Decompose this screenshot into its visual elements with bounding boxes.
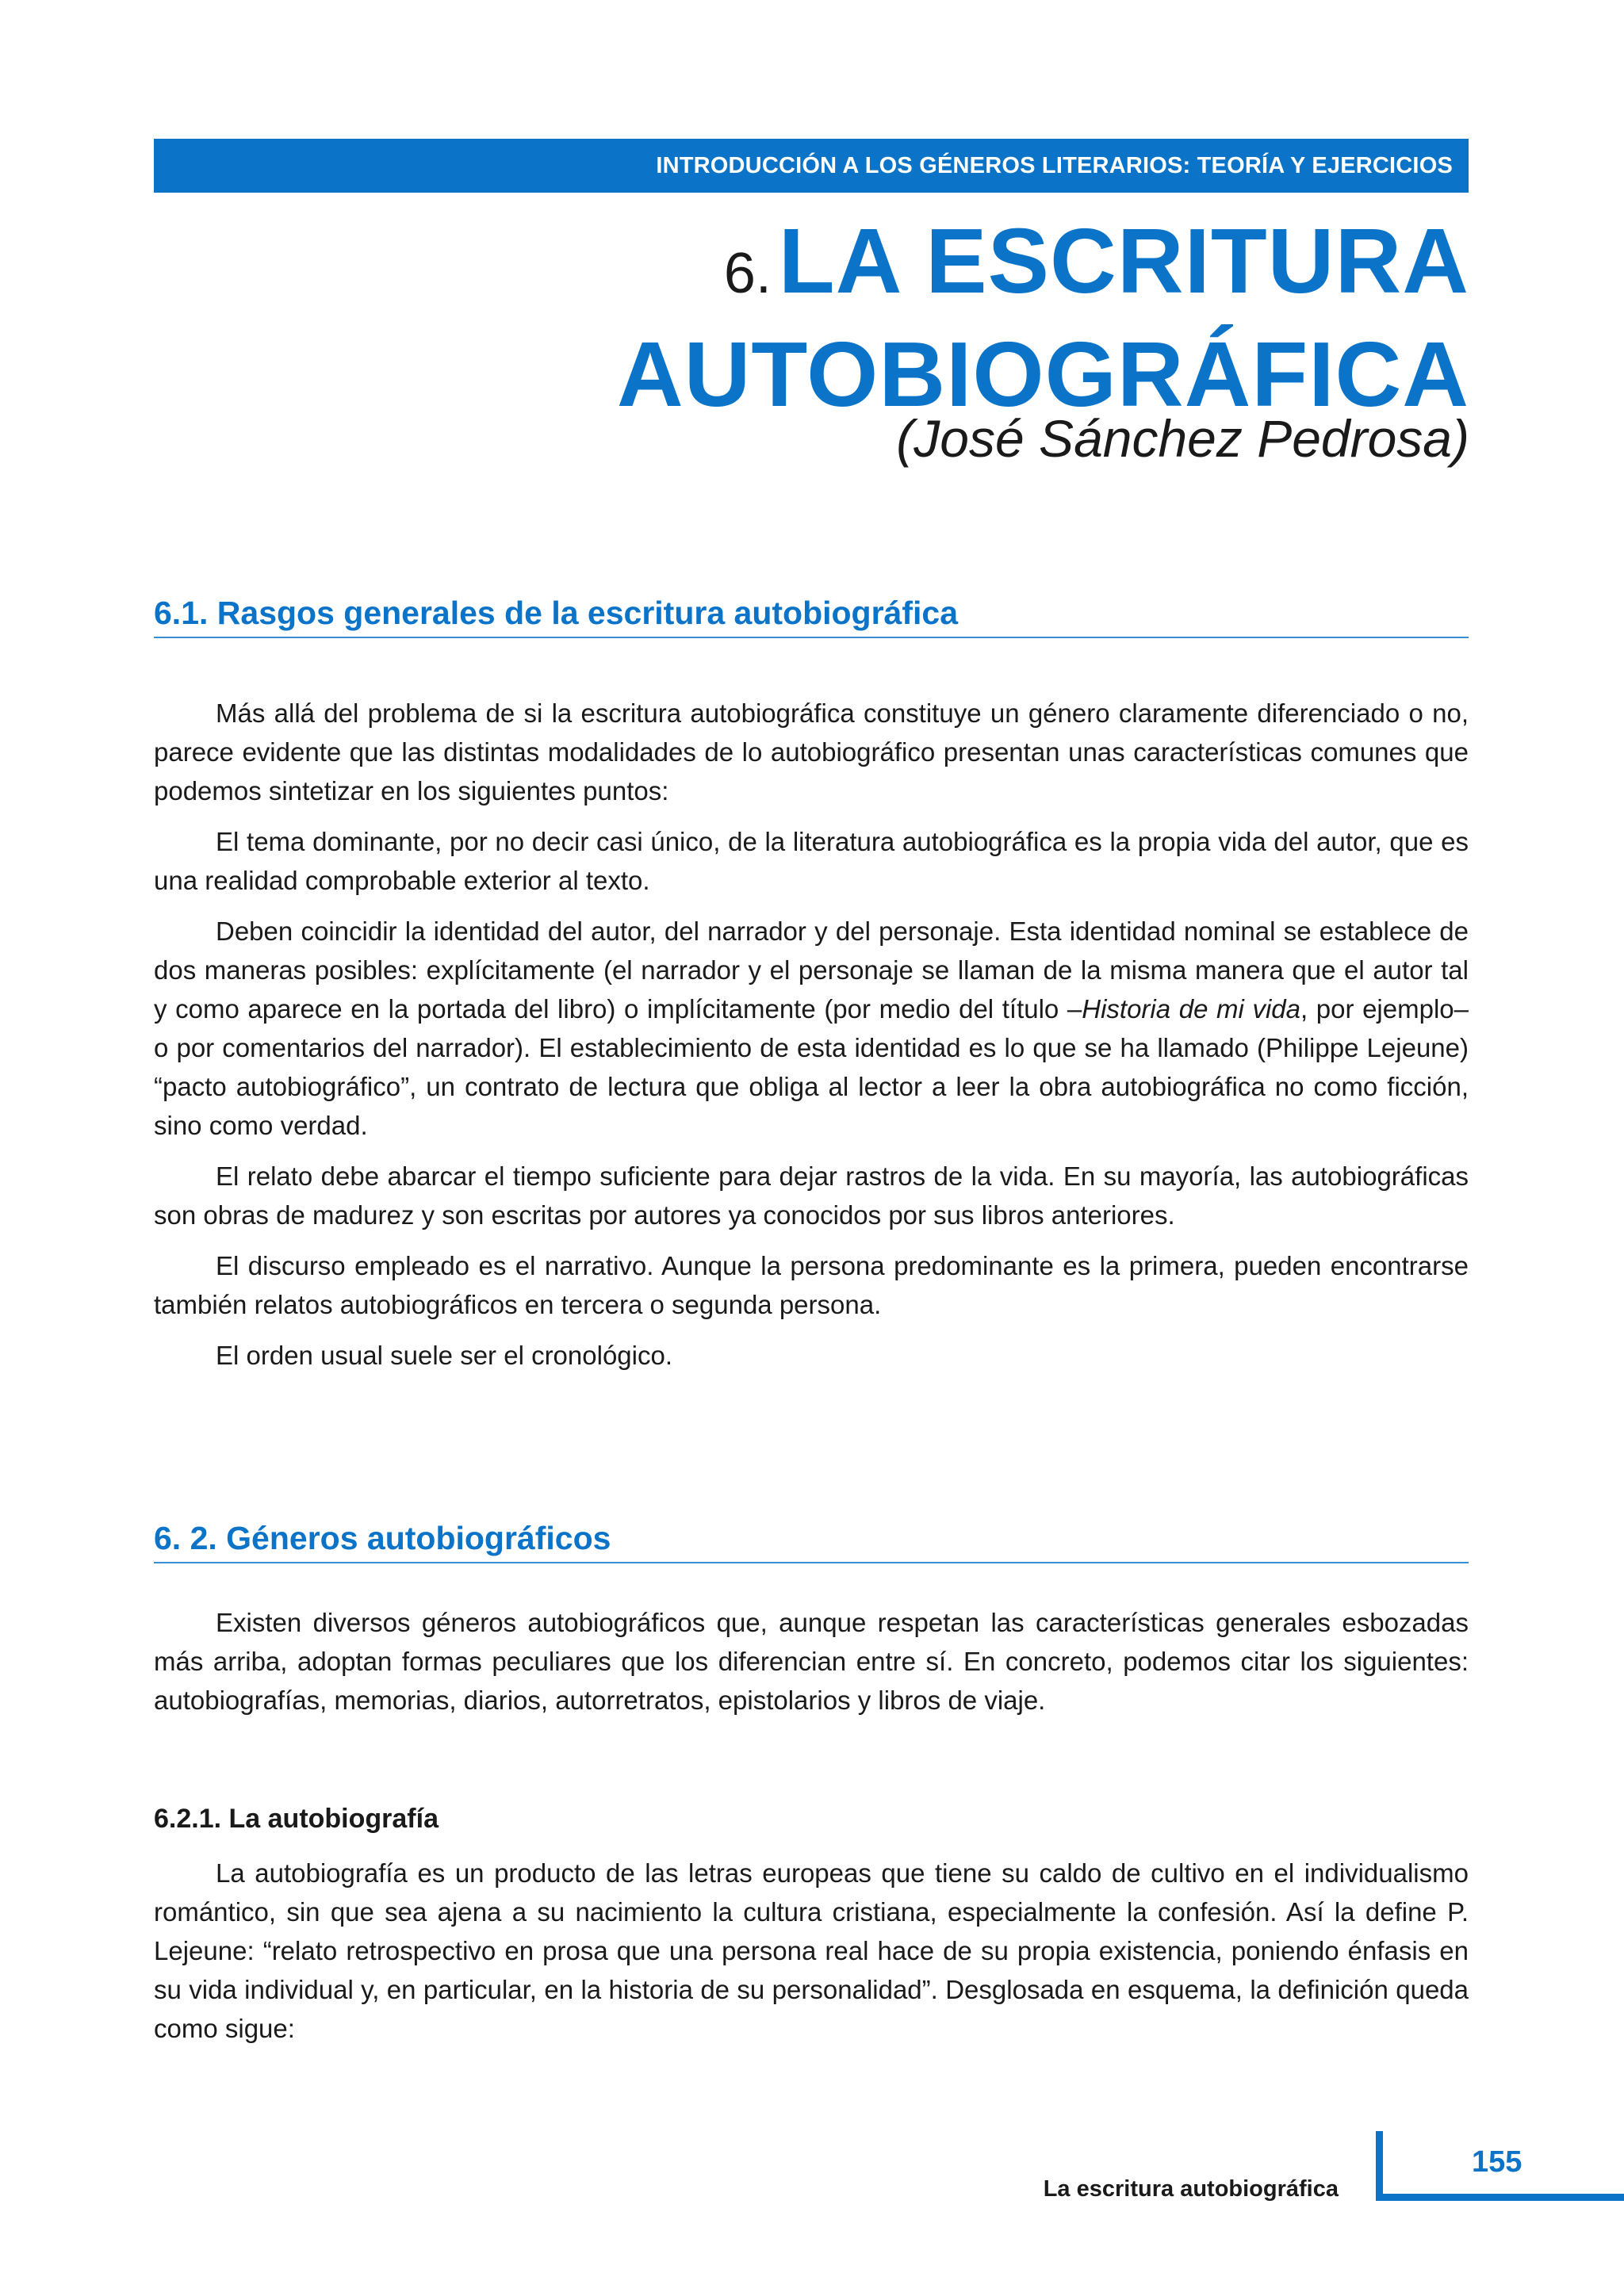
book-title-italic: Historia de mi vida [1082,994,1300,1024]
paragraph: El tema dominante, por no decir casi único, de la literatura autobiográfica es la propia vida del autor, que es una realidad comprobable exterior al texto. [154,827,1469,895]
section-6-1-body [154,694,1469,1387]
paragraph-text: Deben coincidir la identidad del autor, del narrador y del personaje. Esta identidad nominal se establece de dos maneras posibles: explícitamente (el narrador y el personaje se llaman de la misma manera que el autor tal y como aparece en la portada del libro) o implícitamente (por medio del título – [154,916,1469,1024]
subsection-6-2-1-body [154,1854,1469,2060]
paragraph: La autobiografía es un producto de las letras europeas que tiene su caldo de cultivo en el individualismo romántico, sin que sea ajena a su nacimiento la cultura cristiana, especialmente la confesión. Así la define P. Lejeune: “relato retrospectivo en prosa que una persona real hace de su propia existencia, poniendo énfasis en su vida individual y, en particular, en la historia de su personalidad”. Desglosada en esquema, la definición queda como sigue: [154,1858,1469,2043]
subsection-heading-6-2-1: 6.2.1. La autobiografía [154,1804,439,1834]
paragraph: El orden usual suele ser el cronológico. [216,1341,673,1370]
section-6-2-body [154,1603,1469,1732]
paragraph: El discurso empleado es el narrativo. Aunque la persona predominante es la primera, pueden encontrarse también relatos autobiográficos en tercera o segunda persona. [154,1251,1469,1319]
paragraph-identidad [154,912,1469,1145]
section-heading-6-1: 6.1. Rasgos generales de la escritura autobiográfica [154,591,1469,638]
paragraph: El relato debe abarcar el tiempo suficiente para dejar rastros de la vida. En su mayoría, las autobiográficas son obras de madurez y son escritas por autores ya conocidos por sus libros anteriores. [154,1161,1469,1230]
chapter-title-part-2: AUTOBIOGRÁFICA [616,323,1469,426]
running-header-title: INTRODUCCIÓN A LOS GÉNEROS LITERARIOS: TEORÍA Y EJERCICIOS [656,152,1453,178]
running-header-bar [154,139,1469,193]
paragraph-text: , por ejemplo– o por comentarios del narrador). El establecimiento de esta identidad es lo que se ha llamado (Philippe Lejeune) “pacto autobiográfico”, un contrato de lectura que obliga al lector a leer la obra autobiográfica no como ficción, sino como verdad. [154,994,1469,1140]
chapter-author: (José Sánchez Pedrosa) [896,409,1469,468]
paragraph: Existen diversos géneros autobiográficos que, aunque respetan las características generales esbozadas más arriba, adoptan formas peculiares que los diferencian entre sí. En concreto, podemos citar los siguientes: autobiografías, memorias, diarios, autorretratos, epistolarios y libros de viaje. [154,1608,1469,1715]
footer-section-label: La escritura autobiográfica [1043,2176,1339,2202]
chapter-title-part-1: LA ESCRITURA [778,209,1469,312]
chapter-title-line-1 [617,209,1469,329]
section-heading-6-2: 6. 2. Géneros autobiográficos [154,1516,1469,1563]
chapter-number: 6. [723,242,772,305]
page-number: 155 [1472,2145,1522,2179]
paragraph: Más allá del problema de si la escritura autobiográfica constituye un género claramente diferenciado o no, parece evidente que las distintas modalidades de lo autobiográfico presentan unas características comunes que podemos sintetizar en los siguientes puntos: [154,698,1469,806]
